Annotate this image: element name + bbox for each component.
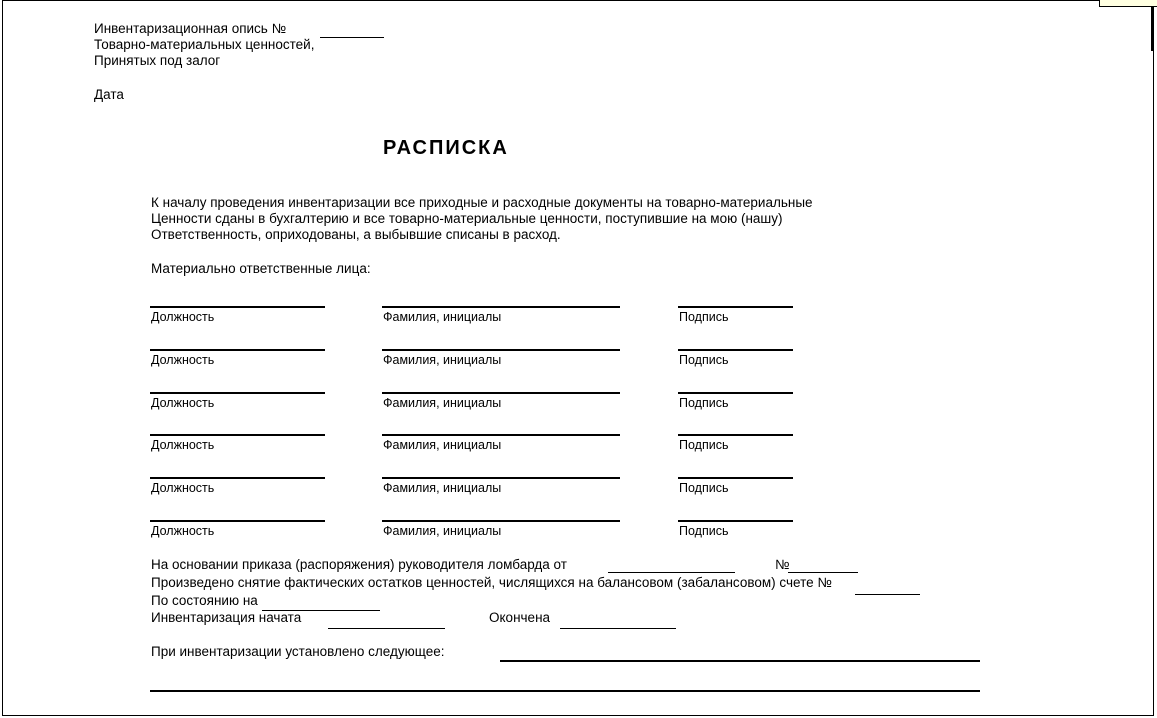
order-date-blank xyxy=(608,572,735,573)
end-date-blank xyxy=(560,628,676,629)
position-label: Должность xyxy=(151,396,215,410)
findings-blank-1 xyxy=(500,660,980,662)
inventory-started-label: Инвентаризация начата xyxy=(151,610,302,625)
header-line1: Инвентаризационная опись № xyxy=(94,21,287,36)
findings-label: При инвентаризации установлено следующее: xyxy=(151,644,445,659)
signature-label: Подпись xyxy=(679,353,729,367)
date-label: Дата xyxy=(94,87,124,102)
name-label: Фамилия, инициалы xyxy=(383,310,502,324)
position-blank xyxy=(150,306,325,308)
position-label: Должность xyxy=(151,524,215,538)
account-number-blank xyxy=(855,594,920,595)
name-label: Фамилия, инициалы xyxy=(383,353,502,367)
signature-blank xyxy=(678,349,793,351)
order-number-blank xyxy=(788,572,858,573)
position-blank xyxy=(150,349,325,351)
name-label: Фамилия, инициалы xyxy=(383,396,502,410)
name-label: Фамилия, инициалы xyxy=(383,524,502,538)
signature-label: Подпись xyxy=(679,396,729,410)
name-label: Фамилия, инициалы xyxy=(383,438,502,452)
name-blank xyxy=(382,434,620,436)
findings-blank-2 xyxy=(150,690,980,692)
position-label: Должность xyxy=(151,481,215,495)
position-blank xyxy=(150,477,325,479)
inventory-number-blank xyxy=(320,37,384,38)
tooltip-fragment xyxy=(1099,0,1157,7)
roster-heading: Материально ответственные лица: xyxy=(151,261,371,276)
start-date-blank xyxy=(328,628,445,629)
page-title: РАСПИСКА xyxy=(383,137,509,159)
inventory-finished-label: Окончена xyxy=(489,610,551,625)
signature-blank xyxy=(678,477,793,479)
header-line3: Принятых под залог xyxy=(94,53,221,68)
intro-paragraph-line3: Ответственность, оприходованы, а выбывшие списаны в расход. xyxy=(151,227,561,242)
as-of-label: По состоянию на xyxy=(151,593,258,608)
signature-label: Подпись xyxy=(679,524,729,538)
name-blank xyxy=(382,477,620,479)
signature-label: Подпись xyxy=(679,481,729,495)
name-blank xyxy=(382,392,620,394)
account-text: Произведено снятие фактических остатков ценностей, числящихся на балансовом (забалансовом) счете № xyxy=(151,575,832,590)
signature-blank xyxy=(678,306,793,308)
name-blank xyxy=(382,349,620,351)
signature-label: Подпись xyxy=(679,438,729,452)
signature-label: Подпись xyxy=(679,310,729,324)
intro-paragraph-line1: К началу проведения инвентаризации все приходные и расходные документы на товарно-материальные xyxy=(151,195,813,210)
position-label: Должность xyxy=(151,353,215,367)
signature-blank xyxy=(678,434,793,436)
position-blank xyxy=(150,392,325,394)
name-blank xyxy=(382,306,620,308)
tooltip-tail-line xyxy=(1151,7,1153,51)
order-number-label: № xyxy=(775,557,790,572)
order-basis-text: На основании приказа (распоряжения) руководителя ломбарда от xyxy=(151,557,567,572)
name-blank xyxy=(382,520,620,522)
position-blank xyxy=(150,434,325,436)
intro-paragraph-line2: Ценности сданы в бухгалтерию и все товарно-материальные ценности, поступившие на мою (нашу) xyxy=(151,211,783,226)
header-line2: Товарно-материальных ценностей, xyxy=(94,37,315,52)
position-label: Должность xyxy=(151,310,215,324)
name-label: Фамилия, инициалы xyxy=(383,481,502,495)
position-blank xyxy=(150,520,325,522)
signature-blank xyxy=(678,520,793,522)
signature-blank xyxy=(678,392,793,394)
position-label: Должность xyxy=(151,438,215,452)
